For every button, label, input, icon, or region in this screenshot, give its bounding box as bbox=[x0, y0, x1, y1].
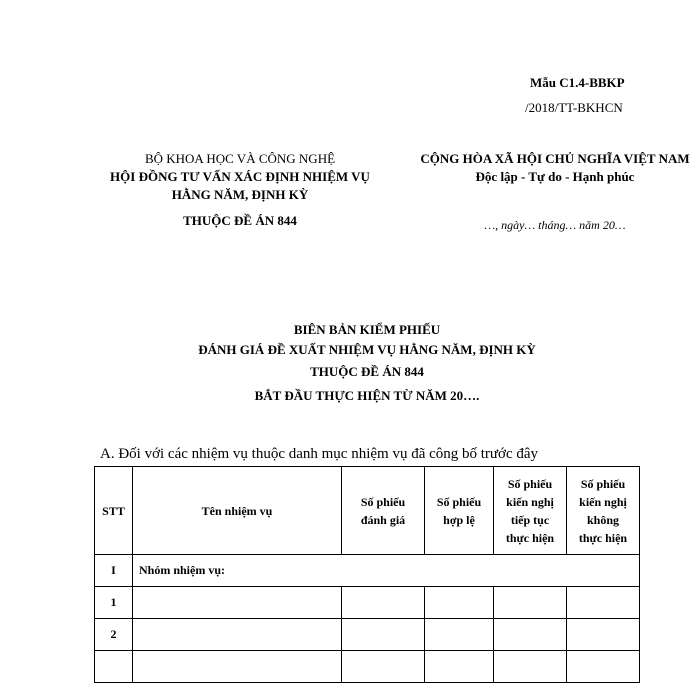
row-number bbox=[95, 651, 133, 683]
valid-cell bbox=[425, 651, 494, 683]
header-continue-line: thực hiện bbox=[505, 530, 555, 545]
table-row bbox=[95, 619, 640, 651]
header-not-continue-line: kiến nghị bbox=[579, 494, 627, 509]
header-evaluated bbox=[342, 467, 425, 555]
table-row bbox=[95, 651, 640, 683]
header-not-continue-line: không bbox=[586, 512, 620, 527]
group-number: I bbox=[95, 555, 133, 587]
continue-cell bbox=[494, 619, 567, 651]
republic-name: CỘNG HÒA XÃ HỘI CHỦ NGHĨA VIỆT NAM bbox=[420, 151, 690, 166]
report-title bbox=[0, 320, 700, 406]
header-not-continue-line: Số phiếu bbox=[580, 476, 626, 491]
title-line4: BẮT ĐẦU THỰC HIỆN TỪ NĂM 20…. bbox=[254, 388, 480, 403]
not-continue-cell bbox=[567, 587, 640, 619]
council-name-line1: HỘI ĐỒNG TƯ VẤN XÁC ĐỊNH NHIỆM VỤ bbox=[110, 169, 370, 184]
evaluated-cell bbox=[342, 619, 425, 651]
continue-cell bbox=[494, 651, 567, 683]
form-code: Mẫu C1.4-BBKP bbox=[530, 75, 625, 90]
organization-project: THUỘC ĐỀ ÁN 844 bbox=[183, 213, 297, 228]
table-row bbox=[95, 587, 640, 619]
not-continue-cell bbox=[567, 619, 640, 651]
title-line1: BIÊN BẢN KIỂM PHIẾU bbox=[293, 322, 441, 337]
issuing-organization bbox=[90, 150, 390, 230]
valid-cell bbox=[425, 587, 494, 619]
section-a-heading: A. Đối với các nhiệm vụ thuộc danh mục nhiệm vụ đã công bố trước đây bbox=[100, 446, 539, 462]
evaluated-cell bbox=[342, 651, 425, 683]
header-not-continue bbox=[567, 467, 640, 555]
evaluated-cell bbox=[342, 587, 425, 619]
group-label: Nhóm nhiệm vụ: bbox=[133, 555, 640, 587]
national-header bbox=[400, 150, 700, 234]
ministry-name: BỘ KHOA HỌC VÀ CÔNG NGHỆ bbox=[144, 151, 336, 166]
council-name-line2: HẰNG NĂM, ĐỊNH KỲ bbox=[171, 187, 309, 202]
title-line2: ĐÁNH GIÁ ĐỀ XUẤT NHIỆM VỤ HẰNG NĂM, ĐỊNH KỲ bbox=[198, 342, 536, 357]
header-continue-line: Số phiếu bbox=[507, 476, 553, 491]
task-name-cell bbox=[133, 619, 342, 651]
place-date: …, ngày… tháng… năm 20… bbox=[484, 218, 626, 232]
title-line3: THUỘC ĐỀ ÁN 844 bbox=[310, 364, 424, 379]
row-number: 2 bbox=[95, 619, 133, 651]
header-valid-line: Số phiếu bbox=[436, 494, 482, 509]
task-name-cell bbox=[133, 587, 342, 619]
header-stt: STT bbox=[95, 467, 133, 555]
header-valid bbox=[425, 467, 494, 555]
valid-cell bbox=[425, 619, 494, 651]
continue-cell bbox=[494, 587, 567, 619]
table-group-row bbox=[95, 555, 640, 587]
header-continue-line: kiến nghị bbox=[506, 494, 554, 509]
vote-count-table bbox=[94, 466, 640, 683]
table-header-row bbox=[95, 467, 640, 555]
header-evaluated-line: Số phiếu bbox=[360, 494, 406, 509]
national-motto: Độc lập - Tự do - Hạnh phúc bbox=[475, 169, 635, 184]
header-continue-line: tiếp tục bbox=[510, 512, 550, 527]
row-number: 1 bbox=[95, 587, 133, 619]
task-name-cell bbox=[133, 651, 342, 683]
header-continue bbox=[494, 467, 567, 555]
header-valid-line: hợp lệ bbox=[443, 512, 475, 527]
not-continue-cell bbox=[567, 651, 640, 683]
header-task-name: Tên nhiệm vụ bbox=[133, 467, 342, 555]
header-not-continue-line: thực hiện bbox=[578, 530, 628, 545]
circular-number: /2018/TT-BKHCN bbox=[525, 100, 623, 115]
header-evaluated-line: đánh giá bbox=[360, 512, 406, 527]
